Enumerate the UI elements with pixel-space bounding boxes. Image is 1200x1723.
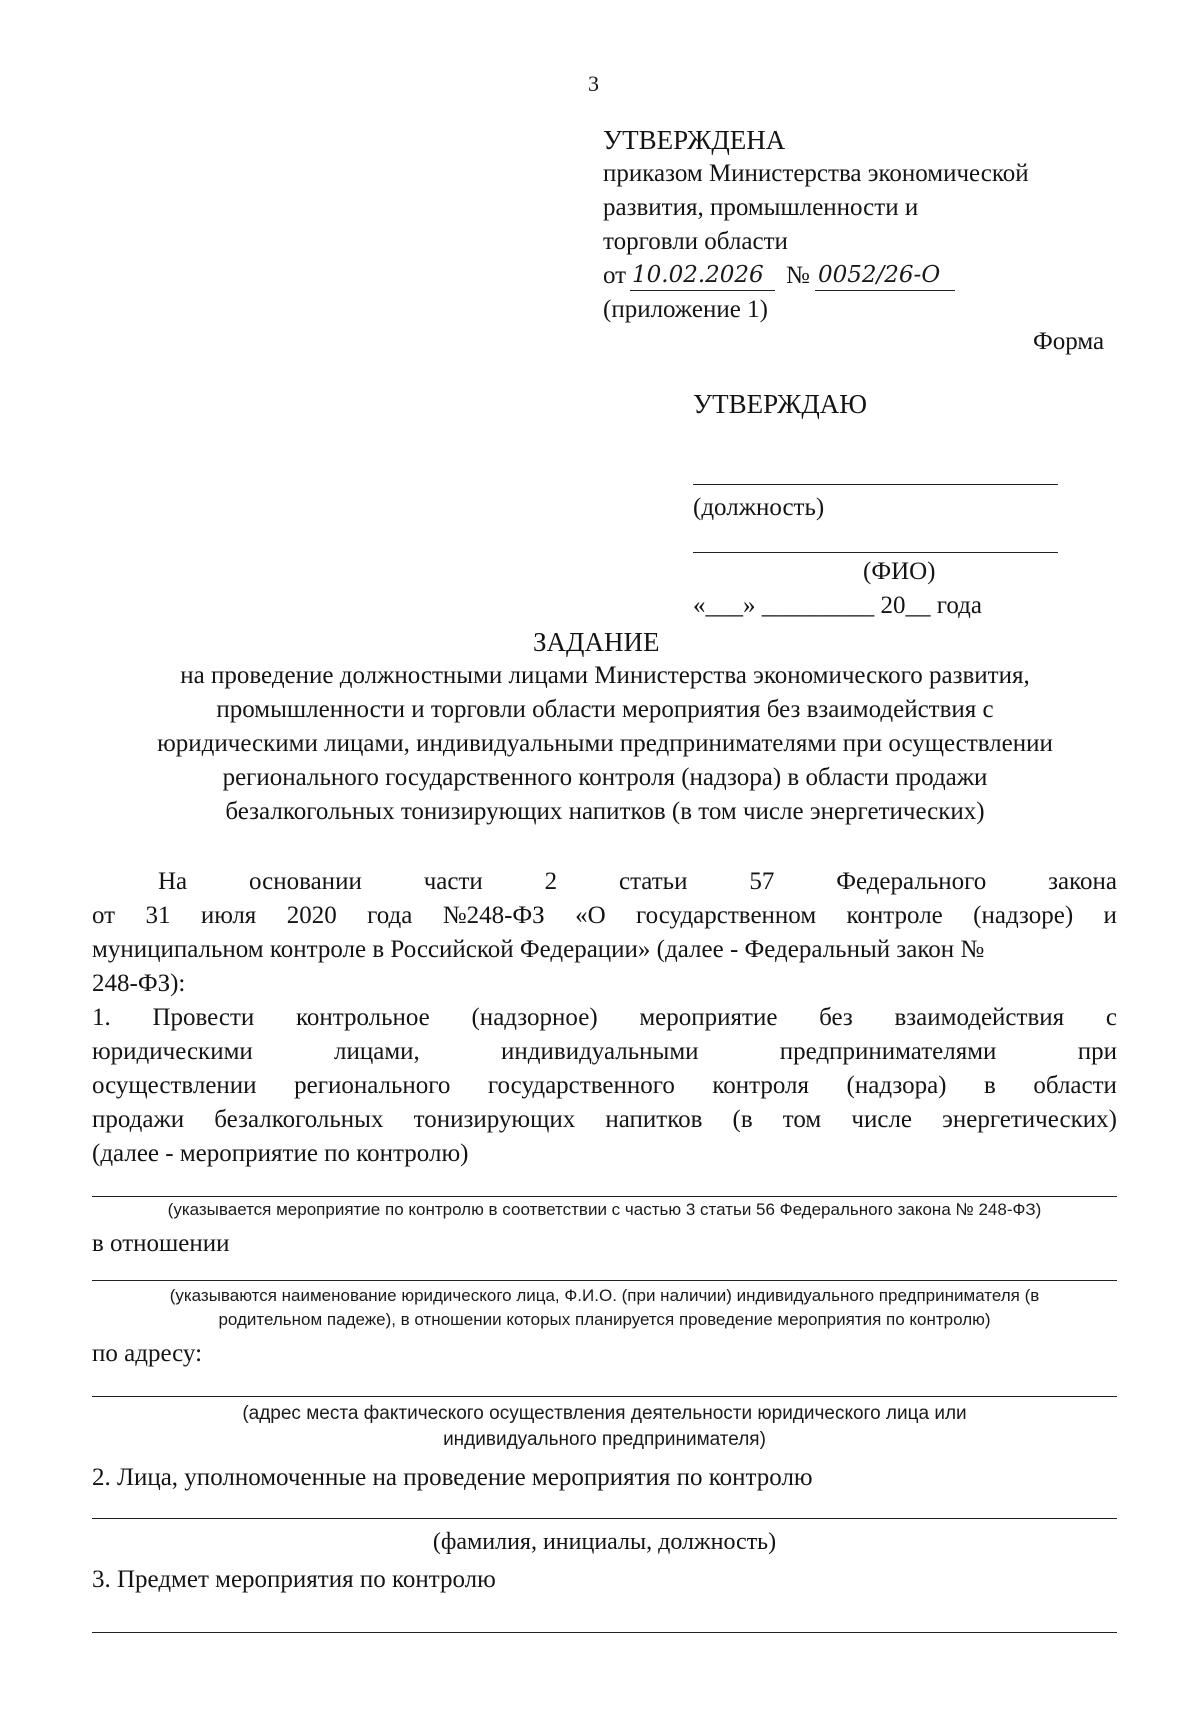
word: при xyxy=(1077,1038,1117,1065)
word: предпринимателями xyxy=(779,1038,997,1065)
word: года xyxy=(367,902,413,929)
basis-line-3: муниципальном контроле в Российской Федерации» (далее - Федеральный закон № xyxy=(92,936,985,963)
page-number: 3 xyxy=(588,71,599,96)
approve-title: УТВЕРЖДАЮ xyxy=(693,389,868,419)
task-subtitle-line: регионального государственного контроля (надзора) в области продажи xyxy=(222,764,988,791)
basis-line-4: 248-ФЗ): xyxy=(92,970,186,997)
word: государственном xyxy=(636,902,817,929)
approval-line-3: торговли области xyxy=(603,228,788,255)
word: и xyxy=(1103,902,1117,929)
word: статьи xyxy=(618,868,688,895)
word: тонизирующих xyxy=(413,1106,576,1133)
word: лицами, xyxy=(334,1038,420,1065)
word: Федерального xyxy=(836,868,987,895)
approval-line-1: приказом Министерства экономической xyxy=(603,160,1029,187)
word: (надзоре) xyxy=(973,902,1074,929)
name-line xyxy=(693,552,1058,553)
word: индивидуальными xyxy=(501,1038,699,1065)
position-caption: (должность) xyxy=(693,494,825,521)
word: На xyxy=(158,868,188,895)
number-underline xyxy=(815,290,955,291)
task-subtitle-line: на проведение должностными лицами Министерства экономического развития, xyxy=(180,662,1030,689)
address-label: по адресу: xyxy=(92,1340,203,1367)
word: с xyxy=(1105,1004,1117,1031)
address-caption-line-1: (адрес места фактического осуществления деятельности юридического лица или xyxy=(242,1403,967,1424)
word: регионального xyxy=(294,1072,451,1099)
word: контроле xyxy=(846,902,943,929)
word: от xyxy=(92,902,116,929)
word: №248-ФЗ xyxy=(442,902,545,929)
word: в xyxy=(984,1072,996,1099)
approval-appendix: (приложение 1) xyxy=(603,296,768,323)
address-line xyxy=(92,1396,1117,1397)
persons-line xyxy=(92,1518,1117,1519)
item1-line-4 xyxy=(92,1104,1117,1136)
word: области xyxy=(1033,1072,1117,1099)
word: 2020 xyxy=(286,902,337,929)
word: продажи xyxy=(92,1106,185,1133)
word: числе xyxy=(851,1106,913,1133)
word: закона xyxy=(1048,868,1117,895)
item1-line-5: (далее - мероприятие по контролю) xyxy=(92,1140,469,1167)
entity-caption-line-1: (указываются наименование юридического лица, Ф.И.О. (при наличии) индивидуального предпринимателя (в xyxy=(169,1286,1040,1305)
word: без xyxy=(819,1004,853,1031)
word: энергетических) xyxy=(942,1106,1117,1133)
word: 1. xyxy=(92,1004,111,1031)
item1-line-3 xyxy=(92,1070,1117,1102)
word: основании xyxy=(249,868,362,895)
approve-date-line: «___» _________ 20__ года xyxy=(693,592,982,619)
basis-line-2 xyxy=(92,900,1117,932)
word: (надзора) xyxy=(846,1072,947,1099)
word: части xyxy=(423,868,483,895)
event-caption: (указывается мероприятие по контролю в соответствии с частью 3 статьи 56 Федерального закона № 248-ФЗ) xyxy=(167,1200,1042,1219)
word: «О xyxy=(575,902,606,929)
task-title: ЗАДАНИЕ xyxy=(533,627,660,657)
persons-caption: (фамилия, инициалы, должность) xyxy=(432,1529,777,1555)
date-underline xyxy=(630,290,775,291)
approval-date-prefix: от xyxy=(603,262,627,289)
word: безалкогольных xyxy=(214,1106,384,1133)
word: (надзорное) xyxy=(471,1004,598,1031)
word: 2 xyxy=(544,868,558,895)
word: июля xyxy=(200,902,257,929)
basis-line-1 xyxy=(158,866,1117,898)
word: осуществлении xyxy=(92,1072,257,1099)
word: том xyxy=(782,1106,822,1133)
approval-line-2: развития, промышленности и xyxy=(603,194,919,221)
task-subtitle-line: безалкогольных тонизирующих напитков (в том числе энергетических) xyxy=(225,798,985,825)
word: Провести xyxy=(152,1004,255,1031)
task-subtitle-line: промышленности и торговли области мероприятия без взаимодействия с xyxy=(216,696,994,723)
word: 57 xyxy=(749,868,775,895)
item1-line-2 xyxy=(92,1036,1117,1068)
name-caption: (ФИО) xyxy=(863,558,936,585)
approval-title: УТВЕРЖДЕНА xyxy=(603,125,786,155)
approval-number-handwritten: 0052/26-О xyxy=(818,262,941,288)
word: напитков xyxy=(605,1106,703,1133)
entity-caption-line-2: родительном падеже), в отношении которых планируется проведение мероприятия по контролю) xyxy=(218,1310,991,1329)
address-caption-line-2: индивидуального предпринимателя) xyxy=(443,1429,766,1450)
subject-line xyxy=(92,1632,1117,1633)
word: юридическими xyxy=(92,1038,253,1065)
word: мероприятие xyxy=(639,1004,778,1031)
approval-number-sign: № xyxy=(786,262,810,289)
item1-line-1 xyxy=(92,1002,1117,1034)
event-line xyxy=(92,1196,1117,1197)
word: контрольное xyxy=(295,1004,430,1031)
word: контроля xyxy=(712,1072,810,1099)
word: государственного xyxy=(487,1072,675,1099)
item2-text: 2. Лица, уполномоченные на проведение мероприятия по контролю xyxy=(92,1464,813,1491)
regarding-label: в отношении xyxy=(92,1230,230,1257)
form-label: Форма xyxy=(1033,328,1105,355)
entity-line xyxy=(92,1280,1117,1281)
word: (в xyxy=(732,1106,753,1133)
word: взаимодействия xyxy=(894,1004,1065,1031)
position-line xyxy=(693,484,1058,485)
task-subtitle-line: юридическими лицами, индивидуальными предпринимателями при осуществлении xyxy=(157,730,1053,757)
approval-date-handwritten: 10.02.2026 xyxy=(632,262,764,288)
word: 31 xyxy=(145,902,171,929)
item3-text: 3. Предмет мероприятия по контролю xyxy=(92,1566,496,1593)
